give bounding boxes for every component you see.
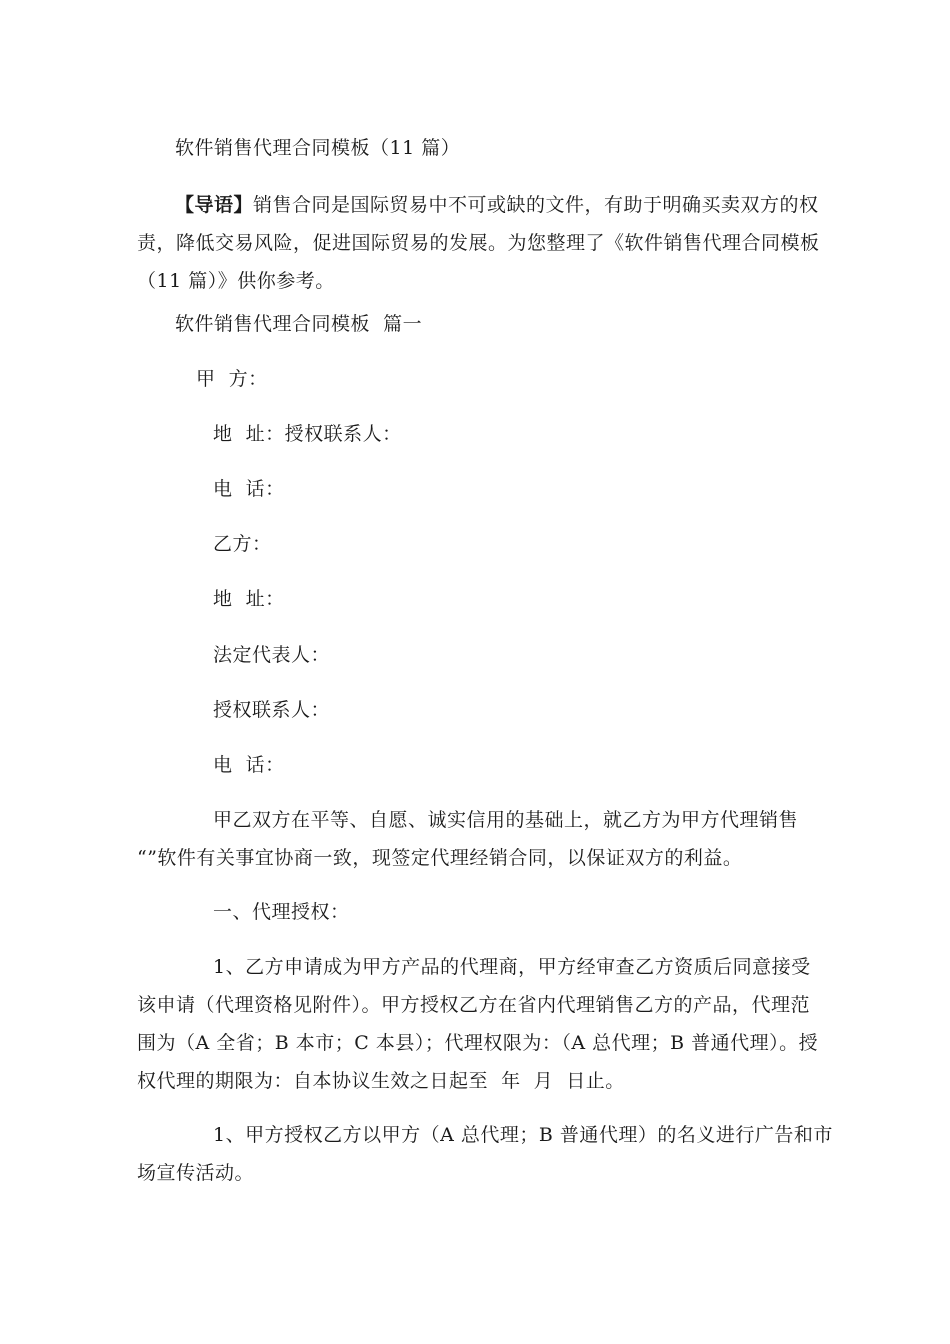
clause-1-line-4: 权代理的期限为：自本协议生效之日起至 年 月 日止。 <box>137 1070 625 1092</box>
intro-line-1-text: 销售合同是国际贸易中不可或缺的文件，有助于明确买卖双方的权 <box>253 194 819 216</box>
clause-2-line-1: 1、甲方授权乙方以甲方（A 总代理；B 普通代理）的名义进行广告和市 <box>213 1124 833 1146</box>
clause-heading: 一、代理授权： <box>213 901 350 923</box>
document-title: 软件销售代理合同模板（11 篇） <box>175 137 461 159</box>
intro-line-1 <box>175 186 819 224</box>
preamble-line-2: “”软件有关事宜协商一致，现签定代理经销合同，以保证双方的利益。 <box>137 847 743 869</box>
intro-label: 【导语】 <box>175 194 254 216</box>
party-b-label: 乙方： <box>213 533 272 555</box>
party-b-phone: 电 话： <box>213 754 285 776</box>
party-a-address: 地 址：授权联系人： <box>213 423 402 445</box>
clause-2-line-2: 场宣传活动。 <box>137 1162 255 1184</box>
clause-1-line-1: 1、乙方申请成为甲方产品的代理商，甲方经审查乙方资质后同意接受 <box>213 956 811 978</box>
clause-1-line-3: 围为（A 全省；B 本市；C 本县）；代理权限为：（A 总代理；B 普通代理）。授 <box>137 1032 819 1054</box>
intro-paragraph-cont <box>137 224 820 300</box>
party-b-legal-rep: 法定代表人： <box>213 644 331 666</box>
party-b-address: 地 址： <box>213 588 285 610</box>
clause-1-line-2: 该申请（代理资格见附件）。甲方授权乙方在省内代理销售乙方的产品，代理范 <box>137 994 811 1016</box>
intro-line-2: 责，降低交易风险，促进国际贸易的发展。为您整理了《软件销售代理合同模板 <box>137 232 820 254</box>
intro-paragraph <box>175 186 819 224</box>
party-b-contact: 授权联系人： <box>213 699 331 721</box>
preamble-line-1: 甲乙双方在平等、自愿、诚实信用的基础上，就乙方为甲方代理销售 <box>213 809 799 831</box>
section-heading: 软件销售代理合同模板 篇一 <box>175 313 423 335</box>
intro-line-3: （11 篇）》供你参考。 <box>137 270 335 292</box>
party-a-phone: 电 话： <box>213 478 285 500</box>
party-a-label: 甲 方： <box>196 368 268 390</box>
